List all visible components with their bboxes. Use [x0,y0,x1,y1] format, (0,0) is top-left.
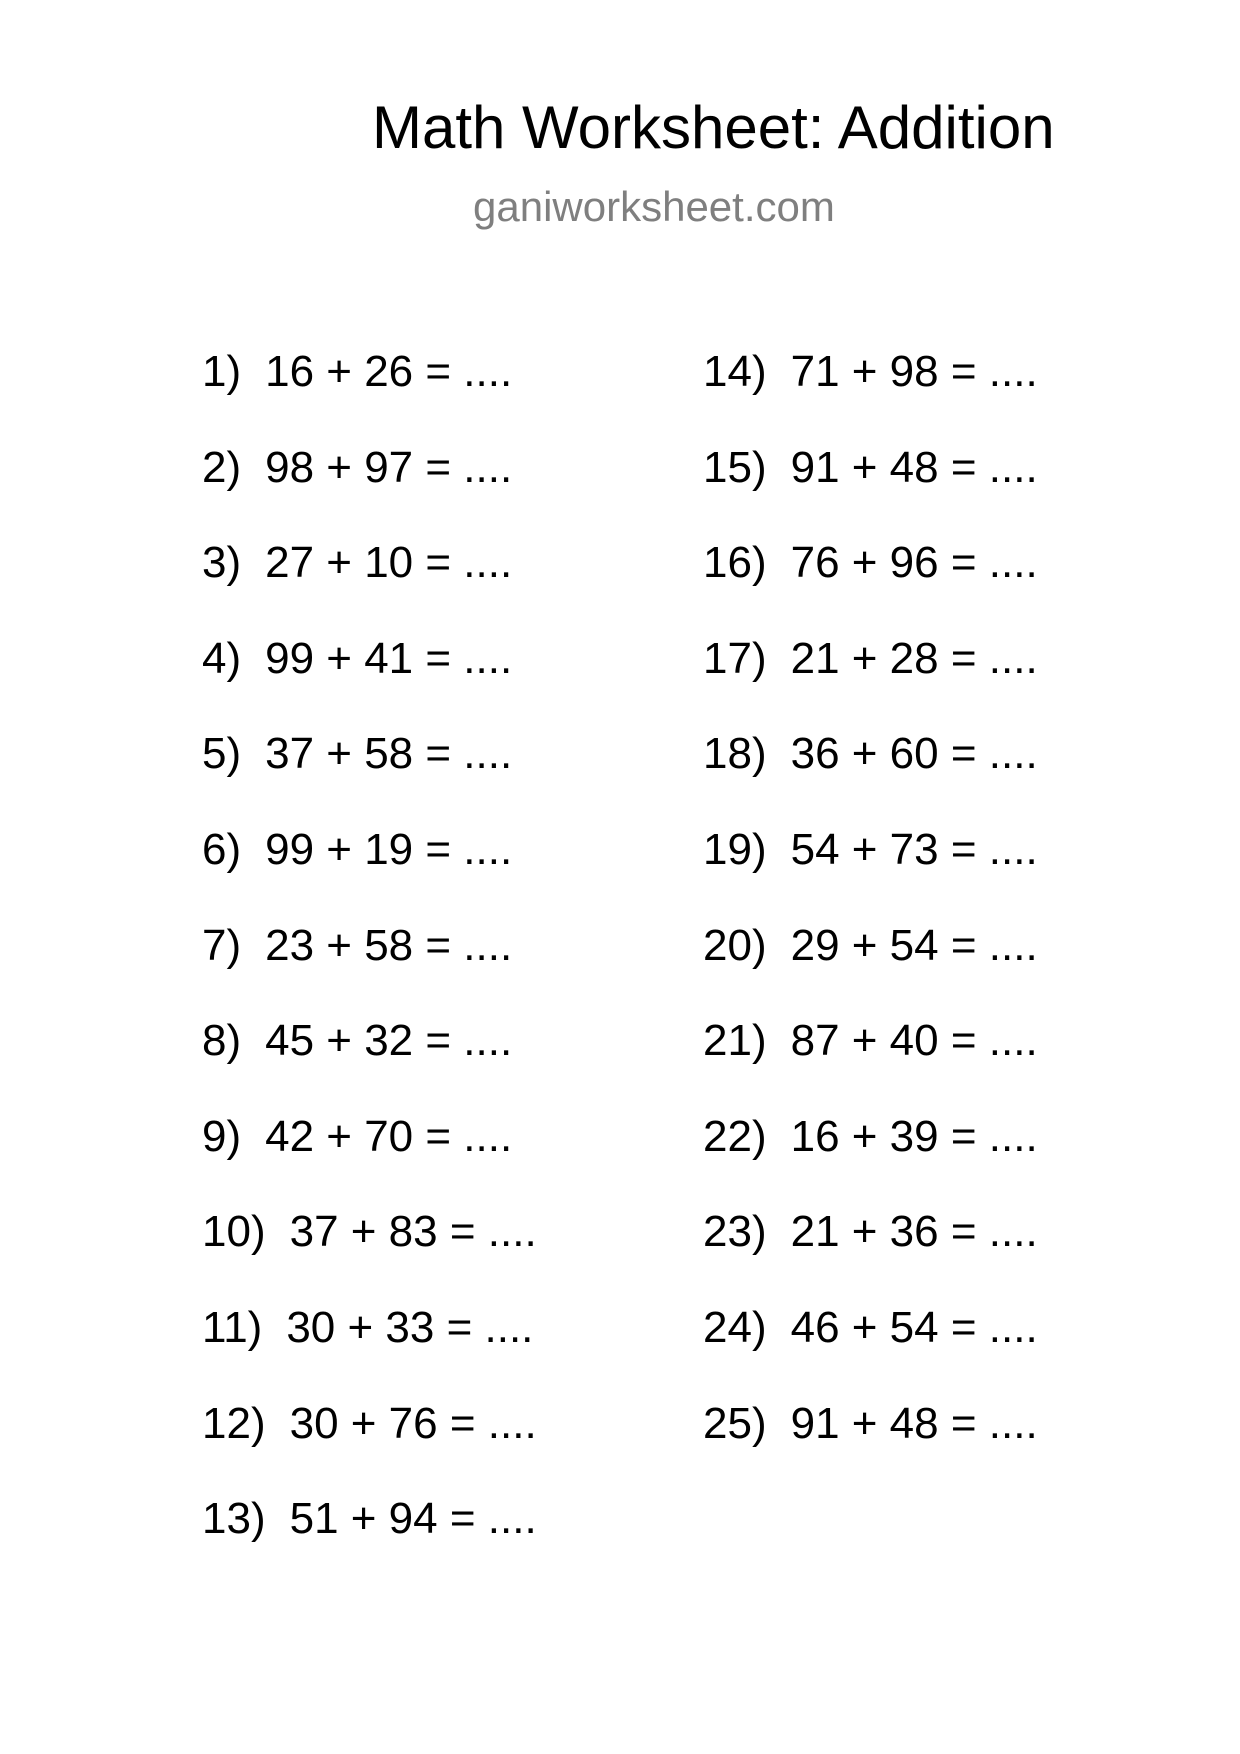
problems-right-column [703,347,1038,1497]
problem-item [202,729,537,828]
problem-number: 22) [703,1111,767,1161]
problem-number: 1) [202,347,242,396]
site-subtitle: ganiworksheet.com [473,183,835,230]
problem-item [703,824,1038,924]
problem-expression: 76 + 96 = .... [790,538,1038,588]
problem-expression: 99 + 19 = .... [265,824,513,874]
problem-expression: 46 + 54 = .... [790,1302,1038,1352]
problem-number: 8) [202,1016,242,1066]
problem-number: 9) [202,1111,242,1161]
problem-item [202,633,537,733]
problem-item [202,920,537,1020]
problem-number: 21) [703,1016,767,1066]
problem-number: 12) [202,1398,266,1448]
problem-expression: 87 + 40 = .... [790,1016,1038,1066]
problem-expression: 51 + 94 = .... [289,1494,537,1544]
problem-number: 11) [202,1302,263,1352]
problem-item [202,347,537,446]
problem-item [703,920,1038,1020]
problem-number: 24) [703,1302,767,1352]
problem-number: 10) [202,1207,266,1257]
problem-expression: 30 + 33 = .... [286,1302,534,1352]
problem-item [202,1494,537,1593]
problem-item [703,1111,1038,1211]
problem-item [703,729,1038,828]
problem-number: 16) [703,538,767,588]
problem-expression: 36 + 60 = .... [790,729,1038,779]
problem-item [703,1398,1038,1498]
problem-expression: 37 + 58 = .... [265,729,513,779]
problem-expression: 30 + 76 = .... [289,1398,537,1448]
problem-item [703,442,1038,542]
problem-expression: 99 + 41 = .... [265,633,513,683]
problem-expression: 42 + 70 = .... [265,1111,513,1161]
problem-item [202,442,537,542]
problem-number: 18) [703,729,767,779]
problem-expression: 21 + 28 = .... [790,633,1038,683]
problem-expression: 16 + 39 = .... [790,1111,1038,1161]
problem-number: 19) [703,824,767,874]
problem-item [202,1207,537,1306]
problems-left-column [202,347,537,1593]
problem-expression: 21 + 36 = .... [790,1207,1038,1257]
problem-number: 17) [703,633,767,683]
problem-expression: 45 + 32 = .... [265,1016,513,1066]
problem-number: 23) [703,1207,767,1257]
problem-expression: 91 + 48 = .... [790,442,1038,492]
problem-expression: 37 + 83 = .... [289,1207,537,1257]
problem-expression: 54 + 73 = .... [790,824,1038,874]
problem-number: 15) [703,442,767,492]
page-title: Math Worksheet: Addition [372,94,1055,161]
problem-number: 2) [202,442,242,492]
problem-number: 3) [202,538,242,588]
problem-item [202,1302,537,1402]
problem-number: 6) [202,824,242,874]
problem-expression: 29 + 54 = .... [790,920,1038,970]
problem-item [202,1016,537,1115]
problem-item [703,1016,1038,1115]
problem-number: 20) [703,920,767,970]
problem-number: 4) [202,633,242,683]
problem-expression: 27 + 10 = .... [265,538,513,588]
problem-expression: 23 + 58 = .... [265,920,513,970]
problem-number: 13) [202,1494,266,1544]
problem-item [703,538,1038,637]
problem-expression: 98 + 97 = .... [265,442,513,492]
problem-item [703,633,1038,733]
problem-item [202,538,537,637]
problem-item [202,824,537,924]
problem-item [703,1302,1038,1402]
problem-item [703,347,1038,446]
problem-item [202,1398,537,1498]
problem-expression: 71 + 98 = .... [790,347,1038,396]
problem-expression: 91 + 48 = .... [790,1398,1038,1448]
problem-item [703,1207,1038,1306]
problem-number: 5) [202,729,242,779]
problem-number: 14) [703,347,767,396]
problem-expression: 16 + 26 = .... [265,347,513,396]
problem-number: 7) [202,920,242,970]
problem-number: 25) [703,1398,767,1448]
problem-item [202,1111,537,1211]
